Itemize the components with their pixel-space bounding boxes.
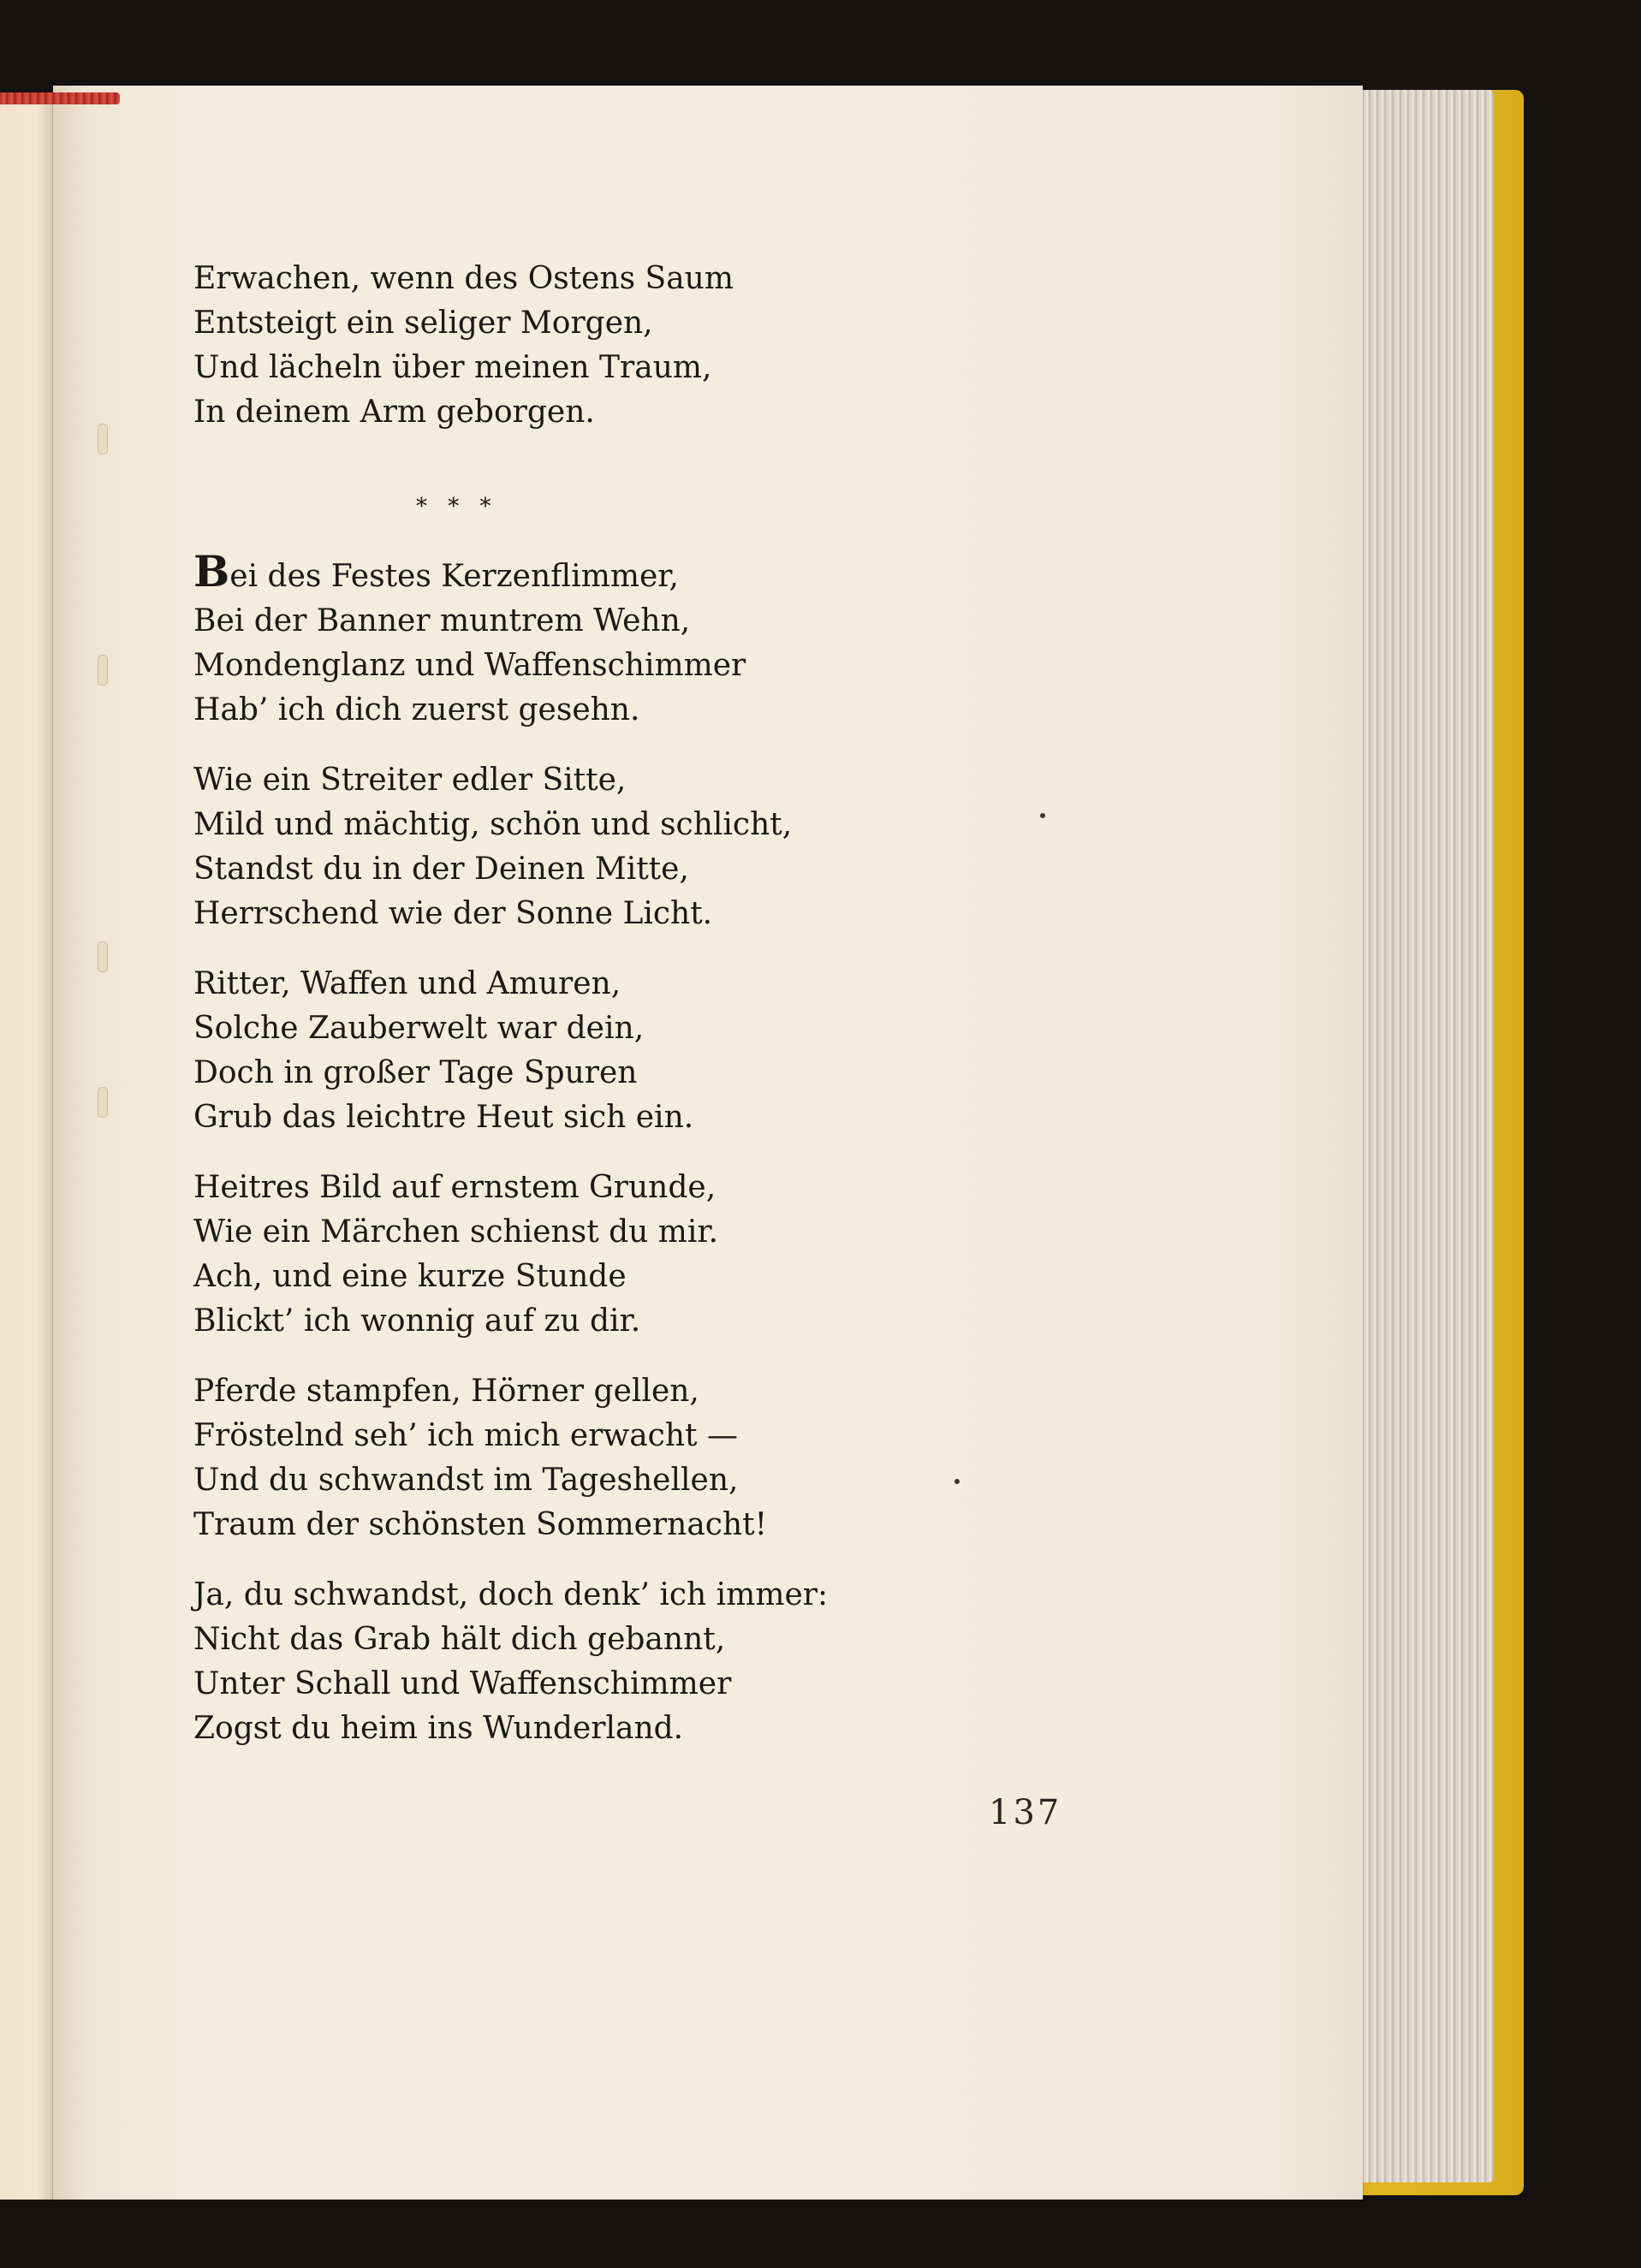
poem-line: Zogst du heim ins Wunderland. (193, 1711, 684, 1746)
poem-line: Entsteigt ein seliger Morgen, (193, 306, 653, 341)
poem-line: Blickt’ ich wonnig auf zu dir. (193, 1303, 641, 1339)
poem-line: In deinem Arm geborgen. (193, 395, 595, 430)
drop-initial: B (193, 546, 230, 597)
poem-line: Wie ein Märchen schienst du mir. (193, 1214, 719, 1250)
poem-line: Doch in großer Tage Spuren (193, 1055, 638, 1090)
poem-line: Und lächeln über meinen Traum, (193, 350, 712, 385)
stanza-0 (193, 257, 793, 435)
binding-stitch (98, 941, 108, 972)
poem-line: Erwachen, wenn des Ostens Saum (193, 261, 734, 296)
poem-line: Grub das leichtre Heut sich ein. (193, 1100, 694, 1135)
binding-stitch (98, 655, 108, 686)
stanza-4 (193, 1166, 793, 1344)
poem (193, 257, 829, 1777)
headband (0, 92, 120, 104)
paper-speck (1040, 813, 1045, 818)
poem-line: Mondenglanz und Waffenschimmer (193, 648, 746, 683)
poem-line: Herrschend wie der Sonne Licht. (193, 896, 713, 931)
poem-line: Nicht das Grab hält dich gebannt, (193, 1622, 726, 1657)
poem-line: Heitres Bild auf ernstem Grunde, (193, 1170, 716, 1205)
poem-line: Standst du in der Deinen Mitte, (193, 852, 689, 887)
section-separator: * * * (416, 494, 498, 520)
poem-line: Traum der schönsten Sommernacht! (193, 1507, 768, 1542)
poem-line: Ritter, Waffen und Amuren, (193, 966, 621, 1001)
poem-line: Unter Schall und Waffenschimmer (193, 1666, 732, 1701)
poem-line: Bei der Banner muntrem Wehn, (193, 603, 691, 638)
poem-line-rest: ei des Festes Kerzenflimmer, (229, 559, 679, 594)
paper-speck (954, 1479, 960, 1484)
facing-page-edge (0, 94, 53, 2200)
poem-line: Fröstelnd seh’ ich mich erwacht — (193, 1418, 738, 1453)
poem-line: Und du schwandst im Tageshellen, (193, 1463, 739, 1498)
page-number: 137 (989, 1793, 1062, 1832)
poem-line: Wie ein Streiter edler Sitte, (193, 763, 627, 798)
poem-line: Ach, und eine kurze Stunde (193, 1259, 627, 1294)
poem-line: Pferde stampfen, Hörner gellen, (193, 1374, 699, 1409)
stanza-5 (193, 1369, 793, 1547)
stanza-1 (193, 546, 793, 733)
stanza-3 (193, 962, 793, 1140)
binding-stitch (98, 1087, 108, 1118)
stanza-6 (193, 1573, 829, 1751)
binding-stitch (98, 424, 108, 454)
poem-line: Solche Zauberwelt war dein, (193, 1011, 645, 1046)
poem-line: Mild und mächtig, schön und schlicht, (193, 807, 793, 842)
page-edges (1357, 90, 1494, 2182)
poem-line: Ja, du schwandst, doch denk’ ich immer: (193, 1577, 829, 1612)
stanza-2 (193, 758, 793, 936)
poem-line-first (193, 546, 793, 599)
poem-line: Hab’ ich dich zuerst gesehn. (193, 692, 640, 727)
